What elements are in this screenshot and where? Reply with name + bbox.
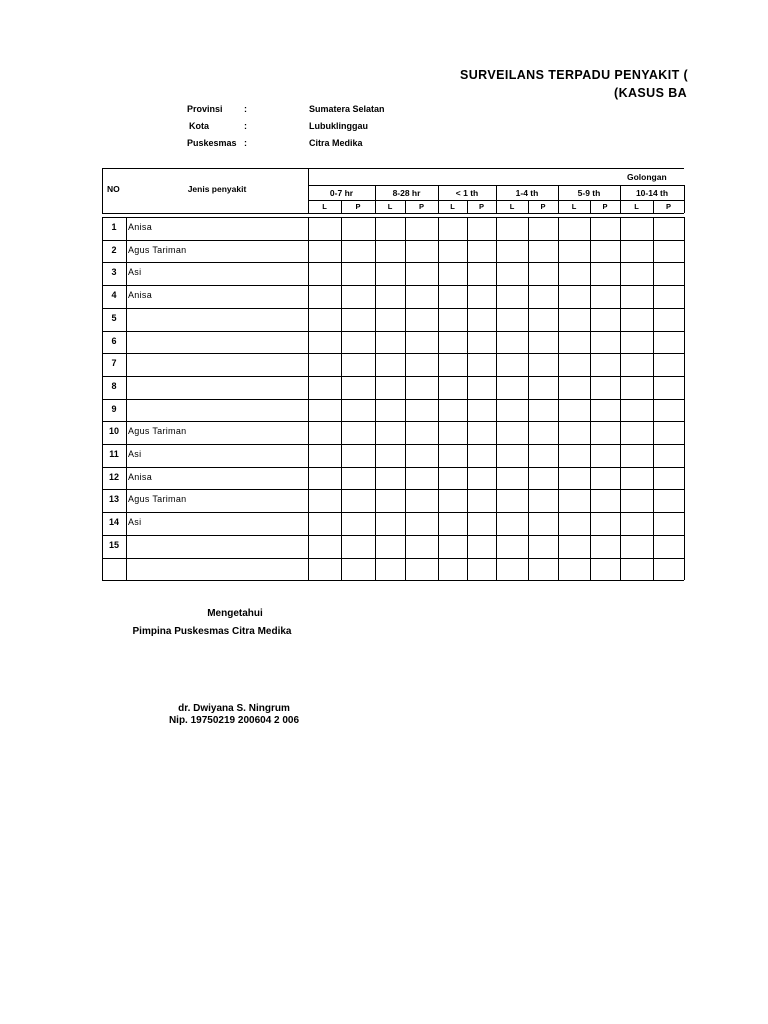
row-number: 5 [111, 312, 117, 323]
row-divider [102, 262, 684, 263]
age-group-separator [684, 185, 685, 213]
disease-name: Asi [128, 267, 142, 278]
row-divider [102, 558, 684, 559]
row-divider [102, 240, 684, 241]
age-group-header: 5-9 th [577, 187, 601, 198]
disease-name: Anisa [128, 471, 153, 482]
document-subtitle: (KASUS BA [614, 86, 688, 100]
column-line [496, 217, 497, 580]
row-number: 4 [111, 290, 117, 301]
column-header-no: NO [107, 184, 120, 194]
signatory-nip: Nip. 19750219 200604 2 006 [168, 715, 300, 726]
row-number: 1 [111, 222, 117, 232]
column-line [467, 217, 468, 580]
provinsi-label: Provinsi [187, 104, 223, 114]
row-divider [102, 285, 684, 286]
age-group-header: 8-28 hr [392, 187, 421, 198]
row-divider [102, 421, 684, 422]
sex-header: L [387, 202, 393, 211]
column-line [308, 217, 309, 580]
row-number: 11 [109, 449, 119, 459]
row-divider [102, 399, 684, 400]
disease-name: Anisa [128, 222, 153, 232]
sex-header: P [665, 202, 671, 211]
disease-name: Anisa [128, 290, 153, 301]
column-line [405, 217, 406, 580]
row-divider [102, 467, 684, 468]
column-line [341, 217, 342, 580]
puskesmas-separator: : [244, 138, 247, 148]
age-group-header: 1-4 th [515, 187, 539, 198]
column-line [438, 217, 439, 580]
row-number: 6 [111, 335, 117, 346]
column-line [590, 217, 591, 580]
header-bottom-border [102, 213, 684, 214]
sex-header: L [450, 202, 455, 211]
row-number: 2 [111, 244, 117, 255]
signatory-name: dr. Dwiyana S. Ningrum [178, 703, 290, 714]
disease-name: Agus Tariman [128, 494, 187, 505]
column-line [653, 217, 654, 580]
row-divider [102, 353, 684, 354]
sex-header: L [571, 202, 577, 211]
document-title: SURVEILANS TERPADU PENYAKIT ( [460, 68, 689, 82]
age-group-header: 0-7 hr [329, 187, 354, 198]
mengetahui-label: Mengetahui [207, 608, 263, 619]
column-header-jenis-penyakit: Jenis penyakit [187, 184, 247, 194]
age-group-header: < 1 th [455, 187, 479, 198]
row-divider [102, 376, 684, 377]
row-divider [102, 308, 684, 309]
row-divider [102, 331, 684, 332]
body-top-border [102, 217, 684, 218]
row-number: 9 [111, 403, 117, 414]
column-line [375, 217, 376, 580]
row-number: 12 [108, 471, 119, 482]
disease-name: Asi [128, 517, 142, 528]
kota-separator: : [244, 121, 247, 131]
signatory-position: Pimpina Puskesmas Citra Medika [132, 626, 292, 637]
column-line [126, 217, 127, 580]
provinsi-value: Sumatera Selatan [309, 104, 385, 114]
row-number: 7 [111, 358, 117, 369]
sex-header: P [478, 202, 484, 211]
row-number: 13 [108, 494, 119, 505]
column-line [620, 217, 621, 580]
kota-value: Lubuklinggau [309, 121, 368, 131]
row-number: 8 [111, 380, 117, 391]
sex-header: L [634, 202, 639, 211]
row-divider [102, 580, 684, 581]
row-divider [102, 535, 684, 536]
disease-name: Agus Tariman [128, 426, 187, 437]
sex-header: P [355, 202, 361, 211]
disease-name: Asi [128, 449, 142, 459]
row-divider [102, 444, 684, 445]
column-header-golongan: Golongan [627, 171, 667, 182]
provinsi-separator: : [244, 104, 247, 114]
row-number: 3 [111, 267, 117, 278]
column-line [558, 217, 559, 580]
row-divider [102, 512, 684, 513]
sex-header: P [540, 202, 546, 211]
column-line [684, 217, 685, 580]
sex-header: P [418, 202, 424, 211]
disease-name: Agus Tariman [128, 244, 187, 255]
column-line [528, 217, 529, 580]
row-number: 14 [108, 517, 119, 528]
puskesmas-value: Citra Medika [309, 138, 363, 148]
sex-header: L [509, 202, 515, 211]
age-group-header: 10-14 th [635, 187, 669, 198]
row-number: 15 [108, 539, 119, 550]
sex-header: P [602, 202, 608, 211]
kota-label: Kota [189, 121, 209, 131]
sex-header: L [322, 202, 327, 211]
row-number: 10 [108, 426, 119, 437]
puskesmas-label: Puskesmas [187, 138, 237, 148]
row-divider [102, 489, 684, 490]
